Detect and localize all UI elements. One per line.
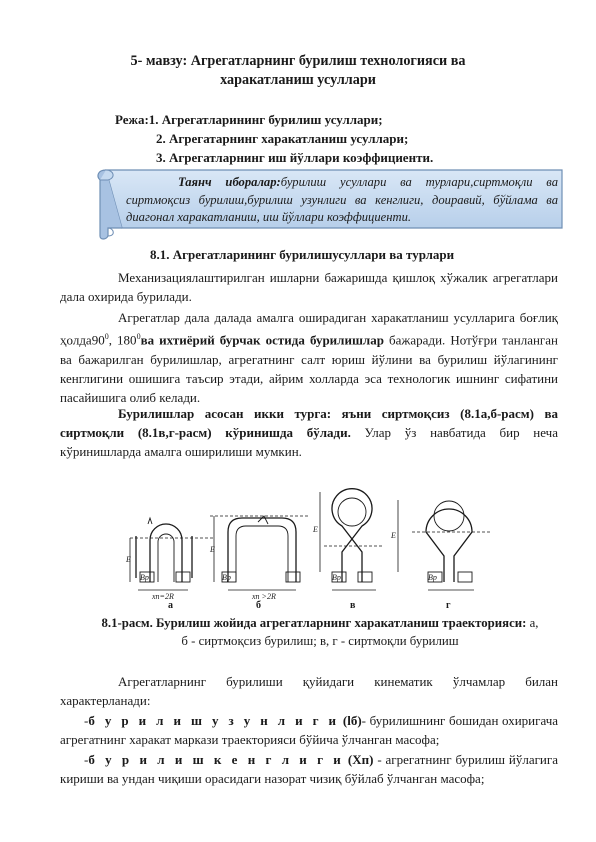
paragraph-6: -б у р и л и ш к е н г л и г и (Хп) - агрегатнинг бурилиш йўлагига кириши ва ундан чиқиши орасидаги назорат чизиқ бўйлаб ўлчанган масофа; — [60, 752, 558, 787]
p5-symbol: (lб) — [342, 713, 362, 728]
page-title — [60, 52, 536, 90]
paragraph-3 — [60, 404, 558, 462]
label-bp-v: Bр — [332, 573, 341, 582]
p6-rest: - агрегатнинг бурилиш йўлагига кириши ва ундан чиқиши орасидаги назорат чизиқ бўйлаб ўлчанган масофа; — [60, 752, 558, 787]
label-dim-b: xп >2R — [252, 592, 276, 601]
paragraph-1: Механизациялаштирилган ишларни бажаришда қишлоқ хўжалик агрегатлари дала охирида бурилади. — [60, 270, 558, 305]
key-terms-label: Таянч иборалар: — [178, 175, 281, 189]
p6-symbol: (Хп) — [347, 752, 374, 767]
figure-panel-v — [320, 489, 384, 590]
p2-part-a: Агрегатлар дала далада амалга оширадиган харакатланиш усулларига боғлиқ ҳолда90 — [60, 310, 558, 348]
p2-part-b: , 180 — [108, 332, 137, 348]
p6-term: б у р и л и ш к е н г л и г и — [88, 752, 344, 767]
section-heading: 8.1. Агрегатларининг бурилишусуллари ва турлари — [150, 247, 455, 262]
label-e-v: E — [313, 525, 318, 534]
figure-caption — [100, 614, 540, 650]
plan-label-text: Режа: — [115, 112, 149, 127]
panel-label-g: г — [446, 600, 451, 611]
plan-item-3: 3. Агрегатларнинг иш йўллари коэффициенти. — [156, 150, 434, 165]
p2-bold: ва ихтиёрий бурчак остида бурилишлар — [140, 332, 384, 348]
p2-sup-1: 0 — [104, 332, 109, 342]
label-bp-b: Bр — [222, 573, 231, 582]
p2-sup-2: 0 — [136, 332, 141, 342]
key-terms-body: бурилиш усуллари ва турлари,сиртмоқли ва сиртмоқсиз бурилиш,бурилиш узунлиги ва кенглиги, доиравий, бўйлама ва диагонал харакатланиш, иш йўллари коэффициенти. — [126, 175, 558, 224]
label-e-g: E — [391, 531, 396, 540]
key-terms-text — [126, 174, 558, 227]
p2-part-c: бажаради. Нотўғри танланган ва бажарилган бурилишлар, агрегатнинг салт юриш йўлини ва бурилиш йўлагининг кенглигини ошишига таъсир этади, айрим холларда эса технологик ишнинг сифатини пасайишига олиб келади. — [60, 332, 558, 406]
plan-label — [115, 112, 383, 128]
panel-label-v: в — [350, 600, 356, 611]
p3-bold: Бурилишлар асосан икки турга: яъни сиртмоқсиз (8.1а,б-расм) ва сиртмоқли (8.1в,г-расм) кўринишда бўлади. — [60, 406, 558, 441]
label-bp-a: Bр — [140, 573, 149, 582]
p5-rest: - бурилишнинг бошидан охиригача агрегатнинг харакат маркази траекторияси бўйича ўлчанган масофа; — [60, 713, 559, 748]
paragraph-2 — [60, 308, 558, 407]
plan-item-2: 2. Агрегатарнинг харакатланиш усуллари; — [156, 131, 409, 146]
figure-panel-g — [398, 500, 490, 590]
label-e-b: E — [210, 545, 215, 554]
turning-trajectory-figure — [128, 482, 500, 610]
paragraph-4: Агрегатларнинг бурилиши қуйидаги кинематик ўлчамлар билан характерланади: — [60, 674, 558, 709]
p5-term: б у р и л и ш у з у н л и г и — [88, 713, 340, 728]
caption-rest: а, б - сиртмоқсиз бурилиш; в, г - сиртмоқли бурилиш — [181, 616, 539, 648]
title-line-1: 5- мавзу: Агрегатларнинг бурилиш технологияси ва — [130, 53, 466, 69]
caption-bold: 8.1-расм. Бурилиш жойида агрегатларнинг харакатланиш траекторияси: — [101, 616, 527, 630]
p3-rest: Улар ўз навбатида бир неча кўринишларда амалга оширилиши мумкин. — [60, 425, 558, 460]
label-bp-g: Bр — [428, 573, 437, 582]
plan-item-1: 1. Агрегатларининг бурилиш усуллари; — [148, 112, 383, 127]
paragraph-5: -б у р и л и ш у з у н л и г и (lб)- бурилишнинг бошидан охиригача агрегатнинг харакат маркази траекторияси бўйича ўлчанган масофа; — [60, 713, 559, 748]
label-e-a: E — [126, 555, 131, 564]
title-line-2: харакатланиш усуллари — [220, 72, 376, 88]
panel-label-a: а — [168, 600, 173, 611]
label-dim-a: xп=2R — [152, 592, 174, 601]
panel-label-b: б — [256, 600, 261, 611]
